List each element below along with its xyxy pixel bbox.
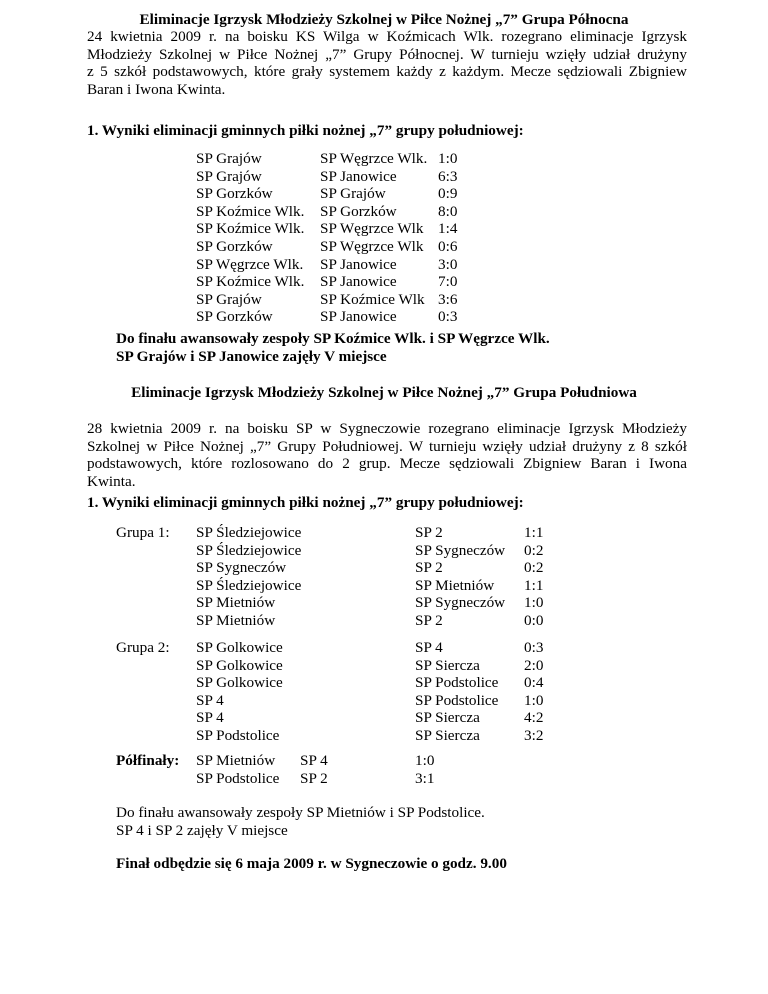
match-away: SP Sygneczów	[415, 541, 506, 559]
match-score: 6:3	[438, 167, 458, 185]
match-score: 1:0	[415, 752, 435, 769]
north-conclusion	[116, 330, 550, 365]
match-away: SP Siercza	[415, 709, 480, 727]
match-home: SP Podstolice	[196, 726, 280, 744]
match-score: 3:0	[438, 255, 458, 273]
match-home: SP Grajów	[196, 167, 262, 185]
match-away: SP Podstolice	[415, 674, 499, 692]
north-intro-line: z 5 szkół podstawowych, które grały systemem każdy z każdym. Mecze sędziowali Zbigniew	[87, 63, 687, 81]
match-home: SP 4	[196, 691, 224, 709]
group2-home-column	[196, 639, 283, 745]
match-away: SP Gorzków	[320, 202, 397, 220]
match-score: 0:2	[524, 541, 544, 559]
south-intro-line: 28 kwietnia 2009 r. na boisku SP w Sygneczowie rozegrano eliminacje Igrzysk Młodzieży	[87, 420, 687, 437]
north-intro-line: Młodzieży Szkolnej w Piłce Nożnej „7” Grupy Północnej. W turnieju wzięły udział drużyny	[87, 45, 687, 63]
south-intro-line: Kwinta.	[87, 472, 136, 490]
north-conclusion-line: Do finału awansowały zespoły SP Koźmice Wlk. i SP Węgrzce Wlk.	[116, 330, 550, 347]
match-score: 1:0	[524, 691, 544, 709]
match-score: 0:9	[438, 185, 458, 203]
north-results-heading: 1. Wyniki eliminacji gminnych piłki nożnej „7” grupy południowej:	[87, 122, 524, 139]
match-home: SP Koźmice Wlk.	[196, 202, 305, 220]
match-away: SP Węgrzce Wlk	[320, 237, 424, 255]
match-home: SP Grajów	[196, 150, 262, 167]
match-home: SP Golkowice	[196, 674, 283, 692]
semifinals-home-column	[196, 752, 279, 787]
match-away: SP Siercza	[415, 656, 480, 674]
north-conclusion-line: SP Grajów i SP Janowice zajęły V miejsce	[116, 347, 387, 365]
north-home-column	[196, 150, 304, 326]
group2-score-column	[524, 639, 543, 745]
match-home: SP Koźmice Wlk.	[196, 273, 305, 291]
match-away: SP Grajów	[320, 185, 386, 203]
semifinals-label: Półfinały:	[116, 752, 180, 769]
match-away: SP 4	[300, 752, 328, 769]
match-away: SP Janowice	[320, 167, 397, 185]
match-home: SP Golkowice	[196, 656, 283, 674]
south-conclusion-line: SP 4 i SP 2 zajęły V miejsce	[116, 821, 288, 839]
match-home: SP Golkowice	[196, 639, 283, 656]
match-away: SP Węgrzce Wlk	[320, 220, 424, 238]
match-home: SP Grajów	[196, 290, 262, 308]
match-score: 0:6	[438, 237, 458, 255]
match-away: SP Mietniów	[415, 576, 495, 594]
match-home: SP Gorzków	[196, 185, 273, 203]
match-away: SP 2	[415, 611, 443, 629]
match-score: 0:3	[524, 639, 544, 656]
south-intro-line: podstawowych, które rozlosowano do 2 grup. Mecze sędziowali Zbigniew Baran i Iwona	[87, 455, 687, 473]
match-home: SP Mietniów	[196, 752, 276, 769]
match-away: SP Janowice	[320, 308, 397, 326]
match-home: SP Mietniów	[196, 611, 276, 629]
match-away: SP 2	[300, 769, 328, 787]
match-away: SP Siercza	[415, 726, 480, 744]
group1-home-column	[196, 524, 301, 630]
match-away: SP Sygneczów	[415, 594, 506, 612]
group1-score-column	[524, 524, 543, 630]
match-score: 1:1	[524, 524, 544, 541]
north-away-column	[320, 150, 427, 326]
match-home: SP Śledziejowice	[196, 524, 302, 541]
south-conclusion	[116, 804, 485, 839]
semifinals-away-column	[300, 752, 328, 787]
group2-away-column	[415, 639, 498, 745]
match-home: SP Gorzków	[196, 308, 273, 326]
group1-label: Grupa 1:	[116, 524, 170, 541]
north-title: Eliminacje Igrzysk Młodzieży Szkolnej w Piłce Nożnej „7” Grupa Północna	[139, 11, 629, 28]
match-score: 0:0	[524, 611, 544, 629]
match-score: 3:6	[438, 290, 458, 308]
match-home: SP Śledziejowice	[196, 576, 302, 594]
south-intro	[87, 420, 687, 490]
final-note: Finał odbędzie się 6 maja 2009 r. w Sygneczowie o godz. 9.00	[116, 855, 507, 872]
match-home: SP Gorzków	[196, 237, 273, 255]
match-home: SP Śledziejowice	[196, 541, 302, 559]
south-intro-line: Szkolnej w Piłce Nożnej „7” Grupy Południowej. W turnieju wzięły udział drużyny z 8 szkół	[87, 437, 687, 455]
match-away: SP Koźmice Wlk	[320, 290, 425, 308]
match-home: SP Sygneczów	[196, 559, 287, 577]
match-home: SP Węgrzce Wlk.	[196, 255, 304, 273]
south-results-heading: 1. Wyniki eliminacji gminnych piłki nożnej „7” grupy południowej:	[87, 494, 524, 511]
match-away: SP Janowice	[320, 273, 397, 291]
match-score: 4:2	[524, 709, 544, 727]
match-score: 7:0	[438, 273, 458, 291]
match-away: SP 2	[415, 559, 443, 577]
south-title: Eliminacje Igrzysk Młodzieży Szkolnej w Piłce Nożnej „7” Grupa Południowa	[131, 384, 637, 401]
match-away: SP Janowice	[320, 255, 397, 273]
north-intro-line: Baran i Iwona Kwinta.	[87, 80, 226, 98]
match-score: 8:0	[438, 202, 458, 220]
match-away: SP Węgrzce Wlk.	[320, 150, 428, 167]
match-score: 0:4	[524, 674, 544, 692]
north-score-column	[438, 150, 457, 326]
match-home: SP Mietniów	[196, 594, 276, 612]
semifinals-score-column	[415, 752, 434, 787]
match-score: 1:4	[438, 220, 458, 238]
match-score: 0:3	[438, 308, 458, 326]
match-score: 2:0	[524, 656, 544, 674]
match-score: 1:0	[438, 150, 458, 167]
north-intro-line: 24 kwietnia 2009 r. na boisku KS Wilga w Koźmicach Wlk. rozegrano eliminacje Igrzysk	[87, 28, 687, 45]
north-intro	[87, 28, 687, 98]
match-score: 3:2	[524, 726, 544, 744]
match-score: 0:2	[524, 559, 544, 577]
group2-label: Grupa 2:	[116, 639, 170, 656]
match-score: 1:1	[524, 576, 544, 594]
match-away: SP 2	[415, 524, 443, 541]
match-away: SP 4	[415, 639, 443, 656]
match-away: SP Podstolice	[415, 691, 499, 709]
match-score: 3:1	[415, 769, 435, 787]
south-conclusion-line: Do finału awansowały zespoły SP Mietniów i SP Podstolice.	[116, 804, 485, 821]
match-home: SP Podstolice	[196, 769, 280, 787]
match-home: SP 4	[196, 709, 224, 727]
group1-away-column	[415, 524, 505, 630]
match-score: 1:0	[524, 594, 544, 612]
match-home: SP Koźmice Wlk.	[196, 220, 305, 238]
